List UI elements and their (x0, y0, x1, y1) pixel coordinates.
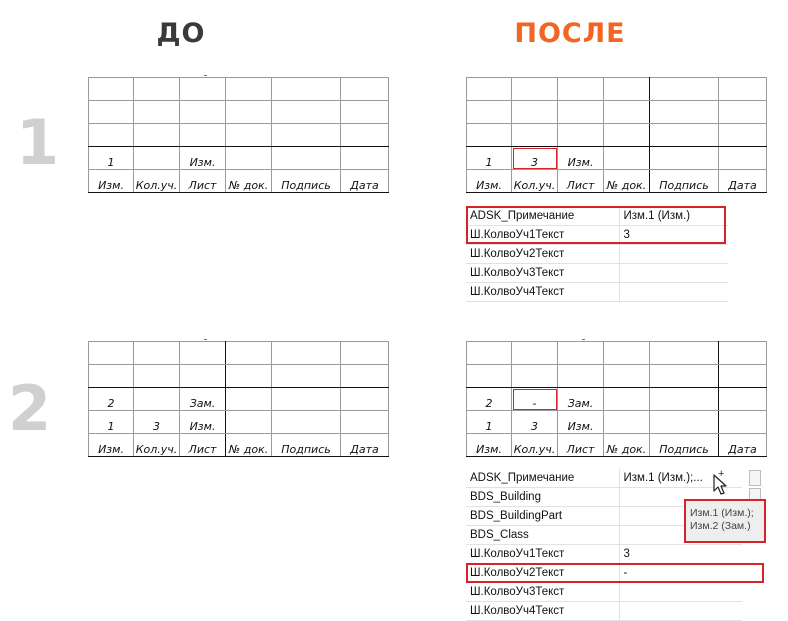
cell (272, 388, 341, 411)
stamp-table-case1-after (466, 77, 767, 193)
cell (226, 411, 272, 434)
property-name: ADSK_Примечание (466, 469, 619, 488)
header-cell: Дата (341, 434, 389, 457)
property-name: Ш.КолвоУч4Текст (466, 283, 619, 302)
stamp-row-empty (89, 342, 389, 365)
property-name: Ш.КолвоУч1Текст (466, 226, 619, 245)
cell (341, 388, 389, 411)
tooltip-line: Изм.2 (Зам.) (690, 520, 751, 532)
cell (650, 388, 719, 411)
stamp-header-row (89, 434, 389, 457)
cell: 2 (89, 388, 134, 411)
property-value[interactable]: Изм.1 (Изм.) (619, 207, 728, 226)
property-row[interactable] (466, 583, 742, 602)
stamp-header-row (467, 434, 767, 457)
cell: Изм. (180, 147, 226, 170)
stamp-row-empty (467, 101, 767, 124)
property-value[interactable]: - (619, 564, 742, 583)
stamp-row-empty (89, 78, 389, 101)
tick-mark (582, 339, 585, 340)
cell: 1 (89, 147, 134, 170)
header-cell: Лист (558, 170, 604, 193)
cell (719, 411, 767, 434)
cell (719, 147, 767, 170)
header-cell: Изм. (467, 170, 512, 193)
cell (604, 411, 650, 434)
property-row[interactable] (466, 469, 742, 488)
cell: 2 (467, 388, 512, 411)
property-row[interactable] (466, 264, 728, 283)
stamp-row (467, 411, 767, 434)
property-value[interactable] (619, 583, 742, 602)
tick-mark (204, 75, 207, 76)
stamp-table-case1-before (88, 77, 389, 193)
header-cell: Подпись (650, 434, 719, 457)
stamp-table-case2-after (466, 341, 767, 457)
header-cell: № док. (604, 434, 650, 457)
stamp-row (89, 411, 389, 434)
cell: Зам. (180, 388, 226, 411)
scroll-button[interactable] (749, 470, 761, 486)
property-name: BDS_Building (466, 488, 619, 507)
property-value[interactable]: Изм.1 (Изм.);... (619, 469, 742, 488)
highlight-box-case2 (466, 563, 764, 583)
cell (719, 388, 767, 411)
cell (226, 147, 272, 170)
cell: 3 (134, 411, 180, 434)
cell: 3 (512, 411, 558, 434)
header-cell: № док. (604, 170, 650, 193)
cell (272, 147, 341, 170)
tooltip (684, 499, 766, 543)
header-cell: Изм. (89, 434, 134, 457)
property-row[interactable] (466, 283, 728, 302)
cell (226, 388, 272, 411)
stamp-row (467, 388, 767, 411)
stamp-row-empty (467, 342, 767, 365)
header-cell: Лист (558, 434, 604, 457)
cell: Изм. (558, 411, 604, 434)
property-row[interactable] (466, 602, 742, 621)
property-name: Ш.КолвоУч3Текст (466, 264, 619, 283)
header-cell: Лист (180, 170, 226, 193)
cell (134, 147, 180, 170)
tick-mark (204, 339, 207, 340)
cell: 1 (89, 411, 134, 434)
property-name: Ш.КолвоУч1Текст (466, 545, 619, 564)
tooltip-line: Изм.1 (Изм.); (690, 507, 754, 519)
stamp-table-case2-before (88, 341, 389, 457)
header-cell: № док. (226, 170, 272, 193)
property-name: BDS_BuildingPart (466, 507, 619, 526)
property-name: ADSK_Примечание (466, 207, 619, 226)
header-cell: Дата (719, 170, 767, 193)
cell (272, 411, 341, 434)
property-name: Ш.КолвоУч3Текст (466, 583, 619, 602)
property-name: Ш.КолвоУч2Текст (466, 245, 619, 264)
cell: Изм. (180, 411, 226, 434)
header-cell: Изм. (467, 434, 512, 457)
cell (604, 388, 650, 411)
cell (604, 147, 650, 170)
cell (650, 147, 719, 170)
property-name: Ш.КолвоУч4Текст (466, 602, 619, 621)
cell: 1 (467, 147, 512, 170)
header-cell: Подпись (650, 170, 719, 193)
case-number-2: 2 (8, 372, 52, 445)
cell (650, 411, 719, 434)
highlight-box-case1 (466, 206, 726, 244)
after-heading: ПОСЛЕ (514, 18, 626, 49)
cell (341, 411, 389, 434)
header-cell: Лист (180, 434, 226, 457)
stamp-row (89, 388, 389, 411)
property-value[interactable]: 3 (619, 545, 742, 564)
header-cell: Изм. (89, 170, 134, 193)
highlighted-cell: - (512, 388, 558, 411)
property-value[interactable] (619, 602, 742, 621)
properties-panel-case2 (466, 469, 742, 621)
header-cell: Кол.уч. (134, 170, 180, 193)
header-cell: Подпись (272, 434, 341, 457)
property-value[interactable]: 3 (619, 226, 728, 245)
property-name: BDS_Class (466, 526, 619, 545)
stamp-row (89, 147, 389, 170)
property-value[interactable] (619, 264, 728, 283)
cell: Зам. (558, 388, 604, 411)
header-cell: Кол.уч. (512, 434, 558, 457)
stamp-header-row (467, 170, 767, 193)
stamp-row (467, 147, 767, 170)
cell: 1 (467, 411, 512, 434)
stamp-row-empty (467, 124, 767, 147)
property-value[interactable] (619, 283, 728, 302)
before-heading: ДО (156, 18, 206, 49)
header-cell: Кол.уч. (134, 434, 180, 457)
case-number-1: 1 (16, 106, 60, 179)
property-row[interactable] (466, 245, 728, 264)
mouse-cursor-icon (713, 474, 729, 496)
plus-icon: + (718, 468, 725, 480)
cell: Изм. (558, 147, 604, 170)
header-cell: Подпись (272, 170, 341, 193)
stamp-row-empty (467, 78, 767, 101)
header-cell: № док. (226, 434, 272, 457)
highlighted-cell: 3 (512, 147, 558, 170)
property-row[interactable] (466, 545, 742, 564)
header-cell: Дата (341, 170, 389, 193)
stamp-row-empty (89, 365, 389, 388)
header-cell: Кол.уч. (512, 170, 558, 193)
property-value[interactable] (619, 245, 728, 264)
cell (341, 147, 389, 170)
stamp-row-empty (89, 124, 389, 147)
header-cell: Дата (719, 434, 767, 457)
cell (134, 388, 180, 411)
property-name: Ш.КолвоУч2Текст (466, 564, 619, 583)
stamp-row-empty (89, 101, 389, 124)
stamp-header-row (89, 170, 389, 193)
stamp-row-empty (467, 365, 767, 388)
